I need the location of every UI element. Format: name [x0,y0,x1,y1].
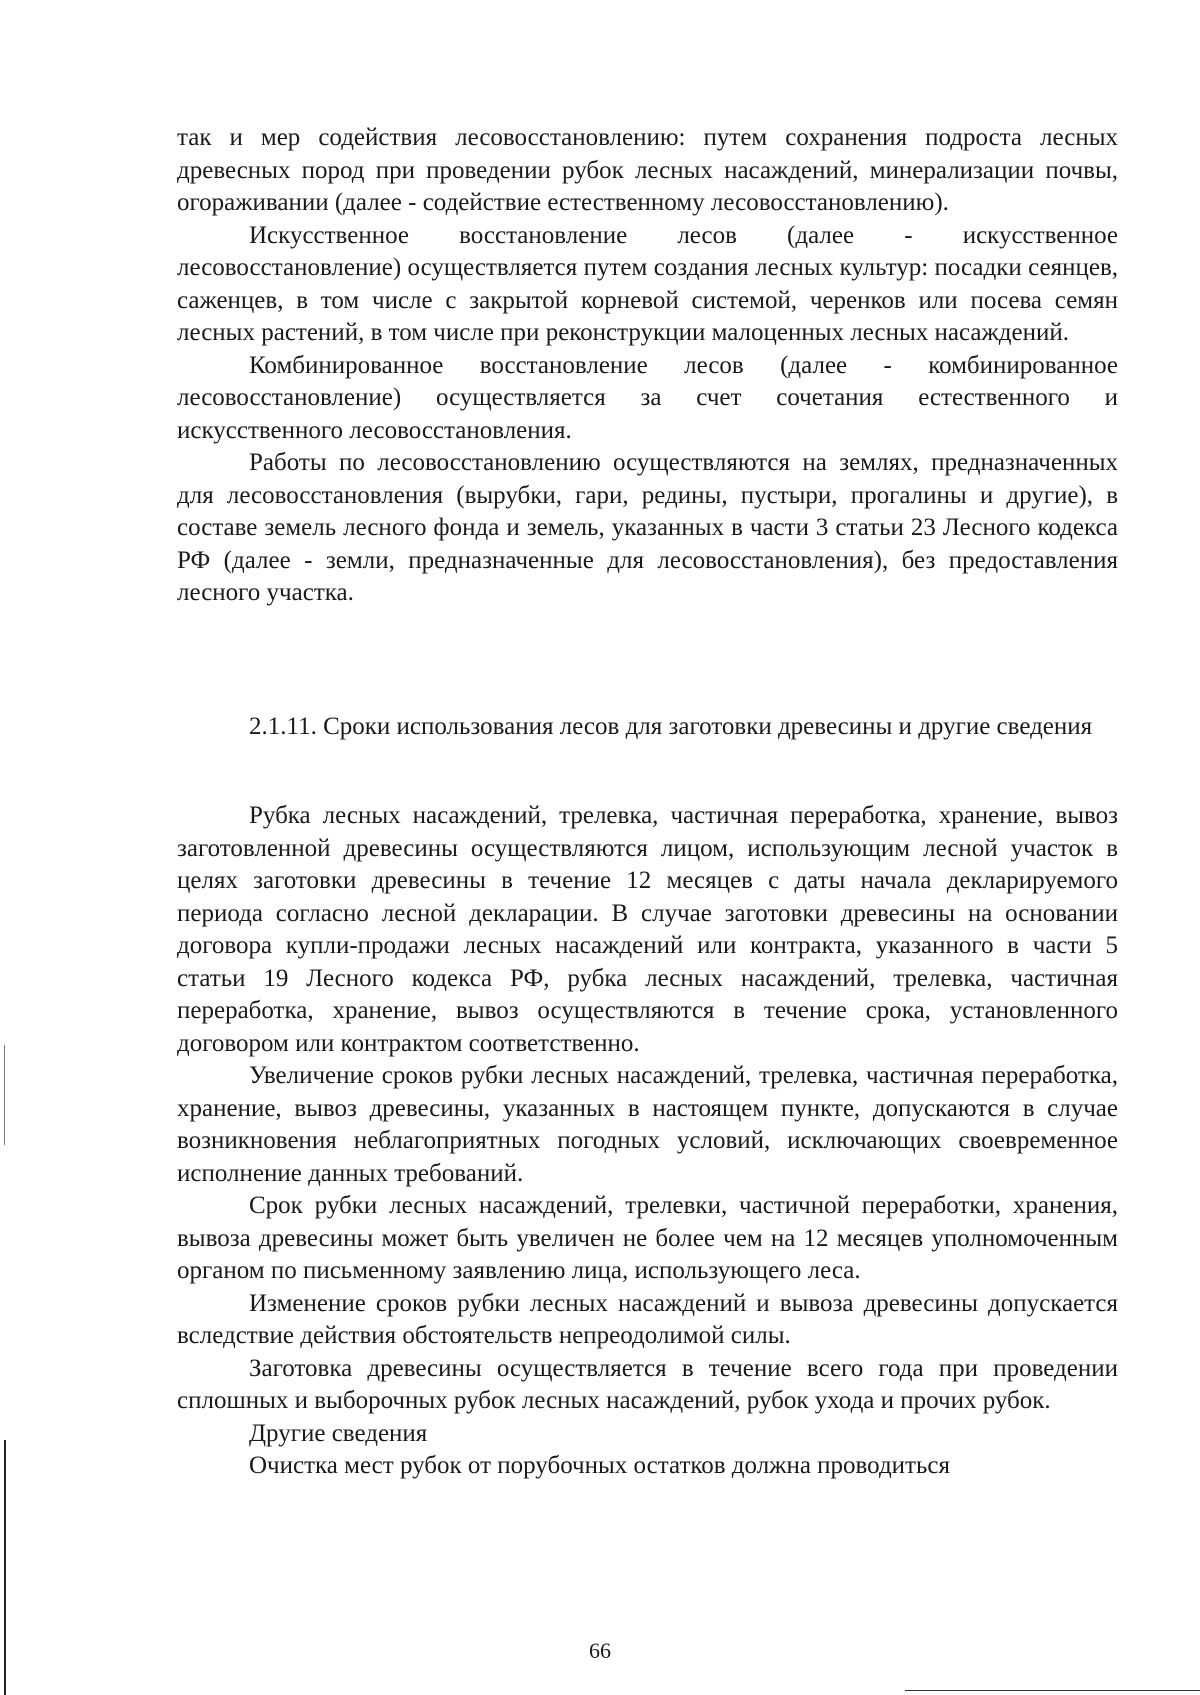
text-section-timber-harvesting [177,800,1118,1483]
paragraph: Работы по лесовосстановлению осуществляются на землях, предназначенных для лесовосстановления (вырубки, гари, редины, пустыри, прогалины и другие), в составе земель лесного фонда и земель, указанных в части 3 статьи 23 Лесного кодекса РФ (далее - земли, предназначенные для лесовосстановления), без предоставления лесного участка. [177,449,1118,606]
footer-rule [905,1690,1200,1691]
scan-margin-line [4,1045,5,1145]
section-heading: 2.1.11. Сроки использования лесов для заготовки древесины и другие сведения [249,713,1093,740]
text-section-forest-restoration [177,122,1118,610]
paragraph: Заготовка древесины осуществляется в течение всего года при проведении сплошных и выборочных рубок лесных насаждений, рубок ухода и прочих рубок. [177,1354,1118,1414]
paragraph: Изменение сроков рубки лесных насаждений и вывоза древесины допускается вследствие действия обстоятельств непреодолимой силы. [177,1289,1118,1349]
paragraph: Искусственное восстановление лесов (далее - искусственное лесовосстановление) осуществляется путем создания лесных культур: посадки сеянцев, саженцев, в том числе с закрытой корневой системой, черенков или посева семян лесных растений, в том числе при реконструкции малоценных лесных насаждений. [177,221,1118,346]
paragraph: Увеличение сроков рубки лесных насаждений, трелевка, частичная переработка, хранение, вывоз древесины, указанных в настоящем пункте, допускаются в случае возникновения неблагоприятных погодных условий, исключающих своевременное исполнение данных требований. [177,1062,1118,1187]
subheading-other-info: Другие сведения [249,1419,428,1447]
section-heading-block [177,711,1118,744]
page-number: 66 [589,1638,611,1663]
paragraph: Рубка лесных насаждений, трелевка, частичная переработка, хранение, вывоз заготовленной древесины осуществляются лицом, использующим лесной участок в целях заготовки древесины в течение 12 месяцев с даты начала декларируемого периода согласно лесной декларации. В случае заготовки древесины на основании договора купли-продажи лесных насаждений или контракта, указанного в части 5 статьи 19 Лесного кодекса РФ, рубка лесных насаждений, трелевка, частичная переработка, хранение, вывоз осуществляются в течение срока, установленного договором или контрактом соответственно. [177,802,1118,1057]
paragraph: так и мер содействия лесовосстановлению: путем сохранения подроста лесных древесных пород при проведении рубок лесных насаждений, минерализации почвы, огораживании (далее - содействие естественному лесовосстановлению). [177,124,1118,216]
paragraph: Очистка мест рубок от порубочных остатков должна проводиться [249,1452,950,1479]
paragraph: Комбинированное восстановление лесов (далее - комбинированное лесовосстановление) осуществляется за счет сочетания естественного и искусственного лесовосстановления. [177,351,1118,444]
paragraph: Срок рубки лесных насаждений, трелевки, частичной переработки, хранения, вывоза древесины может быть увеличен не более чем на 12 месяцев уполномоченным органом по письменному заявлению лица, использующего леса. [177,1192,1118,1284]
